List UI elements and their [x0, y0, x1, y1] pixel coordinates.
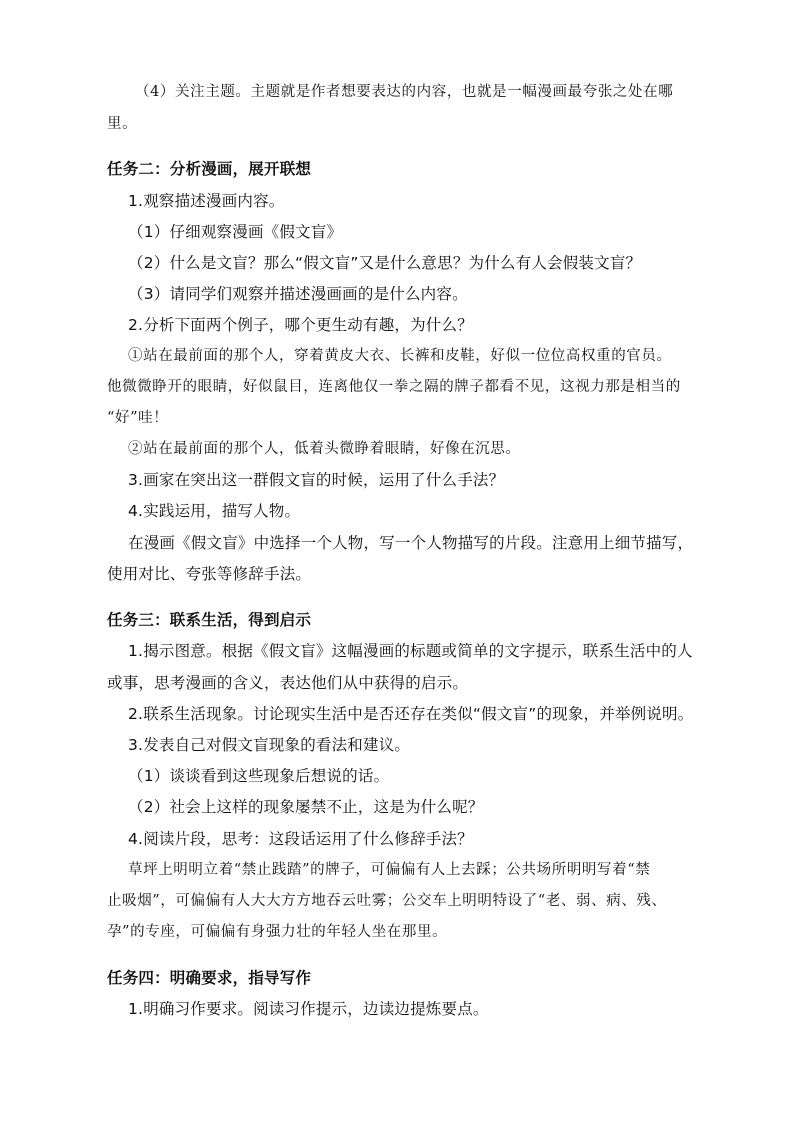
text-line: 2.联系生活现象。讨论现实生活中是否还存在类似“假文盲”的现象，并举例说明。	[128, 705, 694, 723]
text-line: 3.画家在突出这一群假文盲的时候，运用了什么手法？	[128, 471, 505, 489]
text-line: （2）社会上这样的现象屡禁不止，这是为什么呢？	[128, 798, 484, 816]
text-line: （2）什么是文盲？那么“假文盲”又是什么意思？为什么有人会假装文盲？	[128, 254, 642, 272]
text-line: 止吸烟”，可偏偏有人大大方方地吞云吐雾；公交车上明明特设了“老、弱、病、残、	[107, 893, 667, 909]
text-line: 1.明确习作要求。阅读习作提示，边读边提炼要点。	[128, 1000, 489, 1018]
text-line: 4.实践运用，描写人物。	[128, 502, 301, 520]
section-heading: 任务四：明确要求，指导写作	[107, 969, 312, 987]
text-line: 他微微睁开的眼睛，好似鼠目，连离他仅一拳之隔的牌子都看不见，这视力那是相当的	[107, 379, 681, 395]
text-line: 或事，思考漫画的含义，表达他们从中获得的启示。	[107, 674, 469, 692]
text-line: ①站在最前面的那个人，穿着黄皮大衣、长裤和皮鞋，好似一位位高权重的官员。	[128, 348, 672, 364]
text-line: （4）关注主题。主题就是作者想要表达的内容，也就是一幅漫画最夸张之处在哪	[135, 84, 674, 100]
text-line: 4.阅读片段，思考：这段话运用了什么修辞手法？	[128, 830, 473, 848]
text-line: 草坪上明明立着“禁止践踏”的牌子，可偏偏有人上去踩；公共场所明明写着“禁	[128, 862, 651, 878]
text-line: （1）谈谈看到这些现象后想说的话。	[128, 767, 390, 785]
text-line: 在漫画《假文盲》中选择一个人物，写一个人物描写的片段。注意用上细节描写，	[128, 534, 694, 552]
text-line: （1）仔细观察漫画《假文盲》	[128, 223, 343, 241]
text-line: “好”哇！	[107, 410, 169, 426]
text-line: 2.分析下面两个例子，哪个更生动有趣，为什么？	[128, 316, 473, 334]
text-line: 使用对比、夸张等修辞手法。	[107, 565, 312, 583]
text-line: 1.揭示图意。根据《假文盲》这幅漫画的标题或简单的文字提示，联系生活中的人	[128, 642, 693, 660]
text-line: （3）请同学们观察并描述漫画画的是什么内容。	[128, 285, 468, 303]
section-heading: 任务二：分析漫画，展开联想	[107, 160, 312, 178]
section-heading: 任务三：联系生活，得到启示	[107, 611, 312, 629]
text-line: 1.观察描述漫画内容。	[128, 192, 285, 210]
text-line: 3.发表自己对假文盲现象的看法和建议。	[128, 736, 411, 754]
text-line: ②站在最前面的那个人，低着头微睁着眼睛，好像在沉思。	[128, 441, 521, 457]
text-line: 孕”的专座，可偏偏有身强力壮的年轻人坐在那里。	[107, 924, 448, 940]
text-line: 里。	[107, 116, 138, 132]
